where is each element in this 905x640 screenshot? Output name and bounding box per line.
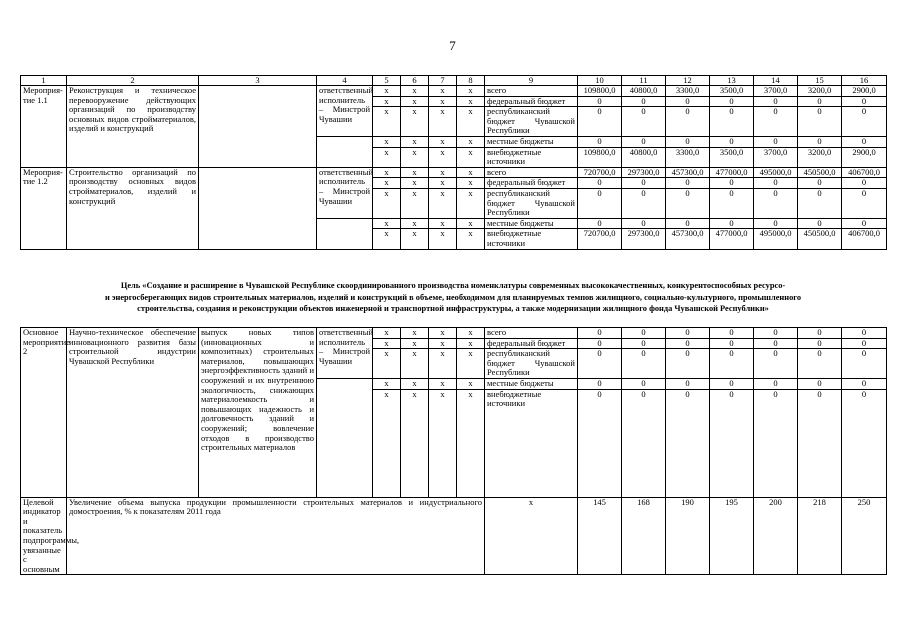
code-x-cell: x bbox=[429, 86, 457, 97]
code-x-cell: x bbox=[373, 136, 401, 147]
code-x-cell: x bbox=[429, 136, 457, 147]
year-value-cell: 450500,0 bbox=[798, 229, 842, 249]
column-number-cell: 3 bbox=[199, 76, 317, 86]
code-x-cell: x bbox=[401, 218, 429, 229]
year-value-cell: 0 bbox=[842, 338, 887, 349]
funding-source-cell: местные бюджеты bbox=[485, 218, 578, 229]
year-value-cell: 0 bbox=[798, 136, 842, 147]
year-value-cell: 297300,0 bbox=[622, 167, 666, 178]
code-x-cell: x bbox=[373, 178, 401, 189]
year-value-cell: 0 bbox=[578, 136, 622, 147]
indicator-text-cell: Увеличение объема выпуска продукции промышленности строительных материалов и индустриального домостроения, % к показателям 2011 года bbox=[67, 497, 485, 575]
year-value-cell: 0 bbox=[710, 218, 754, 229]
code-x-cell: x bbox=[401, 96, 429, 107]
code-x-cell: x bbox=[373, 378, 401, 389]
code-x-cell: x bbox=[373, 147, 401, 167]
indicator-value-cell: 200 bbox=[754, 497, 798, 575]
year-value-cell: 0 bbox=[710, 188, 754, 218]
year-value-cell: 2900,0 bbox=[842, 147, 887, 167]
measure-code-cell: Мероприя-тие 1.2 bbox=[21, 167, 67, 249]
budget-table-measures bbox=[20, 75, 887, 250]
indicator-label-cell: Целевой индикатор и показатель подпрограммы, увязанные с основным bbox=[21, 497, 67, 575]
code-x-cell: x bbox=[373, 188, 401, 218]
code-x-cell: x bbox=[429, 349, 457, 379]
goal-statement bbox=[20, 280, 886, 315]
year-value-cell: 495000,0 bbox=[754, 167, 798, 178]
goal-line: строительства, создания и реконструкции объектов инженерной и транспортной инфраструктуры, а также модернизации жилищного фонда Чувашской Республики» bbox=[137, 304, 769, 313]
measure-name-cell: Реконструкция и техническое перевооружение действующих организаций по производству основных видов стройматериалов, изделий и конструкций bbox=[67, 86, 199, 168]
year-value-cell: 3300,0 bbox=[666, 86, 710, 97]
column-number-cell: 4 bbox=[317, 76, 373, 86]
year-value-cell: 0 bbox=[710, 107, 754, 137]
funding-source-cell: всего bbox=[485, 86, 578, 97]
code-x-cell: x bbox=[373, 96, 401, 107]
measure-executor-cell: ответственный исполнитель – Минстрой Чувашии bbox=[317, 167, 373, 218]
year-value-cell: 0 bbox=[710, 328, 754, 339]
indicator-value-cell: 195 bbox=[710, 497, 754, 575]
indicator-value-cell: 250 bbox=[842, 497, 887, 575]
code-x-cell: x bbox=[429, 229, 457, 249]
code-x-cell: x bbox=[457, 338, 485, 349]
year-value-cell: 0 bbox=[754, 107, 798, 137]
code-x-cell: x bbox=[373, 86, 401, 97]
code-x-cell: x bbox=[429, 107, 457, 137]
year-value-cell: 0 bbox=[666, 136, 710, 147]
measure-executor-cell-empty bbox=[317, 378, 373, 497]
column-number-cell: 12 bbox=[666, 76, 710, 86]
column-number-cell: 2 bbox=[67, 76, 199, 86]
code-x-cell: x bbox=[373, 349, 401, 379]
year-value-cell: 720700,0 bbox=[578, 167, 622, 178]
year-value-cell: 0 bbox=[710, 349, 754, 379]
year-value-cell: 0 bbox=[754, 349, 798, 379]
year-value-cell: 0 bbox=[666, 218, 710, 229]
year-value-cell: 2900,0 bbox=[842, 86, 887, 97]
year-value-cell: 0 bbox=[798, 188, 842, 218]
column-number-cell: 7 bbox=[429, 76, 457, 86]
column-number-cell: 11 bbox=[622, 76, 666, 86]
code-x-cell: x bbox=[429, 328, 457, 339]
code-x-cell: x bbox=[401, 107, 429, 137]
measure-result-cell bbox=[199, 86, 317, 168]
year-value-cell: 477000,0 bbox=[710, 167, 754, 178]
year-value-cell: 0 bbox=[842, 188, 887, 218]
measure-executor-cell-empty bbox=[317, 218, 373, 249]
year-value-cell: 0 bbox=[710, 338, 754, 349]
measure-name-cell: Научно-техническое обеспечение инновационного развития базы строительной индустрии Чувашской Республики bbox=[67, 328, 199, 498]
code-x-cell: x bbox=[457, 389, 485, 497]
year-value-cell: 0 bbox=[754, 389, 798, 497]
column-number-cell: 1 bbox=[21, 76, 67, 86]
code-x-cell: x bbox=[457, 349, 485, 379]
year-value-cell: 0 bbox=[578, 389, 622, 497]
year-value-cell: 3300,0 bbox=[666, 147, 710, 167]
year-value-cell: 0 bbox=[842, 96, 887, 107]
year-value-cell: 3500,0 bbox=[710, 86, 754, 97]
funding-source-cell: республиканский бюджет Чувашской Республики bbox=[485, 188, 578, 218]
year-value-cell: 0 bbox=[666, 188, 710, 218]
header-row bbox=[21, 76, 887, 86]
measure-executor-cell: ответственный исполнитель – Минстрой Чувашии bbox=[317, 86, 373, 137]
year-value-cell: 0 bbox=[666, 338, 710, 349]
year-value-cell: 0 bbox=[578, 328, 622, 339]
year-value-cell: 0 bbox=[754, 378, 798, 389]
table-row bbox=[21, 86, 887, 97]
year-value-cell: 0 bbox=[578, 378, 622, 389]
measure-code-cell: Основное мероприятие 2 bbox=[21, 328, 67, 498]
funding-source-cell: внебюджетные источники bbox=[485, 147, 578, 167]
year-value-cell: 457300,0 bbox=[666, 167, 710, 178]
table-row bbox=[21, 167, 887, 178]
indicator-x-cell: x bbox=[485, 497, 578, 575]
code-x-cell: x bbox=[373, 328, 401, 339]
measure-name-cell: Строительство организаций по производству основных видов стройматериалов, изделий и конструкций bbox=[67, 167, 199, 249]
column-number-cell: 14 bbox=[754, 76, 798, 86]
year-value-cell: 0 bbox=[622, 218, 666, 229]
code-x-cell: x bbox=[429, 147, 457, 167]
year-value-cell: 477000,0 bbox=[710, 229, 754, 249]
year-value-cell: 0 bbox=[754, 218, 798, 229]
goal-line: и энергосберегающих видов строительных материалов, изделий и конструкций в объеме, необходимом для планируемых темпов жилищного, социально-культурного, промышленного bbox=[104, 292, 802, 302]
year-value-cell: 0 bbox=[578, 96, 622, 107]
year-value-cell: 720700,0 bbox=[578, 229, 622, 249]
code-x-cell: x bbox=[401, 389, 429, 497]
year-value-cell: 0 bbox=[798, 218, 842, 229]
year-value-cell: 0 bbox=[622, 349, 666, 379]
column-number-cell: 9 bbox=[485, 76, 578, 86]
year-value-cell: 0 bbox=[842, 218, 887, 229]
code-x-cell: x bbox=[373, 229, 401, 249]
funding-source-cell: федеральный бюджет bbox=[485, 338, 578, 349]
year-value-cell: 0 bbox=[622, 389, 666, 497]
funding-source-cell: федеральный бюджет bbox=[485, 96, 578, 107]
code-x-cell: x bbox=[457, 378, 485, 389]
year-value-cell: 0 bbox=[622, 188, 666, 218]
year-value-cell: 0 bbox=[710, 178, 754, 189]
year-value-cell: 0 bbox=[798, 349, 842, 379]
measure-executor-cell: ответственный исполнитель – Минстрой Чувашии bbox=[317, 328, 373, 379]
year-value-cell: 0 bbox=[842, 107, 887, 137]
code-x-cell: x bbox=[401, 147, 429, 167]
measure-result-cell bbox=[199, 167, 317, 249]
year-value-cell: 0 bbox=[798, 389, 842, 497]
year-value-cell: 0 bbox=[710, 389, 754, 497]
year-value-cell: 0 bbox=[666, 389, 710, 497]
year-value-cell: 109800,0 bbox=[578, 147, 622, 167]
code-x-cell: x bbox=[429, 218, 457, 229]
year-value-cell: 406700,0 bbox=[842, 167, 887, 178]
code-x-cell: x bbox=[373, 389, 401, 497]
code-x-cell: x bbox=[401, 328, 429, 339]
code-x-cell: x bbox=[457, 229, 485, 249]
measure-executor-cell-empty bbox=[317, 136, 373, 167]
code-x-cell: x bbox=[373, 338, 401, 349]
indicator-value-cell: 218 bbox=[798, 497, 842, 575]
code-x-cell: x bbox=[373, 167, 401, 178]
year-value-cell: 406700,0 bbox=[842, 229, 887, 249]
year-value-cell: 0 bbox=[710, 136, 754, 147]
code-x-cell: x bbox=[457, 86, 485, 97]
year-value-cell: 0 bbox=[622, 136, 666, 147]
year-value-cell: 0 bbox=[842, 389, 887, 497]
year-value-cell: 40800,0 bbox=[622, 147, 666, 167]
funding-source-cell: всего bbox=[485, 328, 578, 339]
code-x-cell: x bbox=[429, 178, 457, 189]
year-value-cell: 109800,0 bbox=[578, 86, 622, 97]
indicator-value-cell: 190 bbox=[666, 497, 710, 575]
column-number-cell: 5 bbox=[373, 76, 401, 86]
year-value-cell: 0 bbox=[754, 96, 798, 107]
year-value-cell: 0 bbox=[710, 96, 754, 107]
year-value-cell: 0 bbox=[578, 218, 622, 229]
measure-code-cell: Мероприя-тие 1.1 bbox=[21, 86, 67, 168]
code-x-cell: x bbox=[457, 147, 485, 167]
year-value-cell: 0 bbox=[666, 349, 710, 379]
year-value-cell: 0 bbox=[622, 328, 666, 339]
code-x-cell: x bbox=[429, 167, 457, 178]
code-x-cell: x bbox=[401, 338, 429, 349]
code-x-cell: x bbox=[373, 218, 401, 229]
column-number-cell: 13 bbox=[710, 76, 754, 86]
year-value-cell: 0 bbox=[622, 378, 666, 389]
budget-table-main-event bbox=[20, 327, 887, 575]
year-value-cell: 0 bbox=[710, 378, 754, 389]
indicator-value-cell: 168 bbox=[622, 497, 666, 575]
year-value-cell: 0 bbox=[578, 338, 622, 349]
code-x-cell: x bbox=[457, 218, 485, 229]
column-number-cell: 6 bbox=[401, 76, 429, 86]
code-x-cell: x bbox=[429, 389, 457, 497]
year-value-cell: 3700,0 bbox=[754, 86, 798, 97]
code-x-cell: x bbox=[401, 86, 429, 97]
year-value-cell: 0 bbox=[666, 107, 710, 137]
funding-source-cell: республиканский бюджет Чувашской Республики bbox=[485, 349, 578, 379]
year-value-cell: 0 bbox=[578, 178, 622, 189]
year-value-cell: 0 bbox=[842, 136, 887, 147]
code-x-cell: x bbox=[429, 338, 457, 349]
code-x-cell: x bbox=[401, 136, 429, 147]
code-x-cell: x bbox=[429, 96, 457, 107]
year-value-cell: 0 bbox=[842, 349, 887, 379]
column-number-cell: 15 bbox=[798, 76, 842, 86]
code-x-cell: x bbox=[457, 178, 485, 189]
year-value-cell: 0 bbox=[798, 178, 842, 189]
code-x-cell: x bbox=[429, 378, 457, 389]
year-value-cell: 0 bbox=[798, 378, 842, 389]
year-value-cell: 0 bbox=[622, 96, 666, 107]
year-value-cell: 3200,0 bbox=[798, 147, 842, 167]
year-value-cell: 3200,0 bbox=[798, 86, 842, 97]
code-x-cell: x bbox=[457, 96, 485, 107]
code-x-cell: x bbox=[457, 167, 485, 178]
year-value-cell: 450500,0 bbox=[798, 167, 842, 178]
year-value-cell: 0 bbox=[578, 349, 622, 379]
funding-source-cell: внебюджетные источники bbox=[485, 389, 578, 497]
year-value-cell: 0 bbox=[842, 328, 887, 339]
goal-line: Цель «Создание и расширение в Чувашской Республике скоординированного производства номенклатуры современных высококачественных, конкурентоспособных ресурсо- bbox=[120, 281, 786, 290]
code-x-cell: x bbox=[457, 136, 485, 147]
measure-result-cell: выпуск новых типов (инновационных и композитных) строительных материалов, повышающих энергоэффективность зданий и сооружений и их внутреннюю экологичность, снижающих материалоемкость и повышающих надежность и долговечность зданий и сооружений; вовлечение отходов в производство строительных материалов bbox=[199, 328, 317, 498]
page-number: 7 bbox=[449, 38, 456, 53]
code-x-cell: x bbox=[457, 328, 485, 339]
year-value-cell: 0 bbox=[666, 178, 710, 189]
code-x-cell: x bbox=[457, 107, 485, 137]
year-value-cell: 0 bbox=[798, 328, 842, 339]
year-value-cell: 0 bbox=[754, 338, 798, 349]
year-value-cell: 0 bbox=[622, 107, 666, 137]
code-x-cell: x bbox=[401, 178, 429, 189]
year-value-cell: 0 bbox=[754, 178, 798, 189]
year-value-cell: 0 bbox=[666, 328, 710, 339]
year-value-cell: 457300,0 bbox=[666, 229, 710, 249]
funding-source-cell: местные бюджеты bbox=[485, 136, 578, 147]
funding-source-cell: федеральный бюджет bbox=[485, 178, 578, 189]
year-value-cell: 3700,0 bbox=[754, 147, 798, 167]
code-x-cell: x bbox=[401, 378, 429, 389]
column-number-cell: 8 bbox=[457, 76, 485, 86]
year-value-cell: 0 bbox=[622, 338, 666, 349]
table-row bbox=[21, 328, 887, 339]
year-value-cell: 0 bbox=[842, 178, 887, 189]
column-number-cell: 10 bbox=[578, 76, 622, 86]
funding-source-cell: республиканский бюджет Чувашской Республики bbox=[485, 107, 578, 137]
year-value-cell: 3500,0 bbox=[710, 147, 754, 167]
year-value-cell: 0 bbox=[666, 378, 710, 389]
year-value-cell: 0 bbox=[754, 188, 798, 218]
year-value-cell: 0 bbox=[798, 107, 842, 137]
year-value-cell: 0 bbox=[578, 107, 622, 137]
year-value-cell: 0 bbox=[798, 96, 842, 107]
code-x-cell: x bbox=[401, 229, 429, 249]
year-value-cell: 297300,0 bbox=[622, 229, 666, 249]
year-value-cell: 0 bbox=[578, 188, 622, 218]
year-value-cell: 0 bbox=[622, 178, 666, 189]
indicator-value-cell: 145 bbox=[578, 497, 622, 575]
funding-source-cell: местные бюджеты bbox=[485, 378, 578, 389]
year-value-cell: 0 bbox=[754, 328, 798, 339]
code-x-cell: x bbox=[429, 188, 457, 218]
code-x-cell: x bbox=[457, 188, 485, 218]
code-x-cell: x bbox=[373, 107, 401, 137]
code-x-cell: x bbox=[401, 349, 429, 379]
indicator-row bbox=[21, 497, 887, 575]
year-value-cell: 40800,0 bbox=[622, 86, 666, 97]
column-number-cell: 16 bbox=[842, 76, 887, 86]
code-x-cell: x bbox=[401, 167, 429, 178]
funding-source-cell: всего bbox=[485, 167, 578, 178]
code-x-cell: x bbox=[401, 188, 429, 218]
year-value-cell: 495000,0 bbox=[754, 229, 798, 249]
funding-source-cell: внебюджетные источники bbox=[485, 229, 578, 249]
year-value-cell: 0 bbox=[798, 338, 842, 349]
year-value-cell: 0 bbox=[666, 96, 710, 107]
year-value-cell: 0 bbox=[754, 136, 798, 147]
year-value-cell: 0 bbox=[842, 378, 887, 389]
